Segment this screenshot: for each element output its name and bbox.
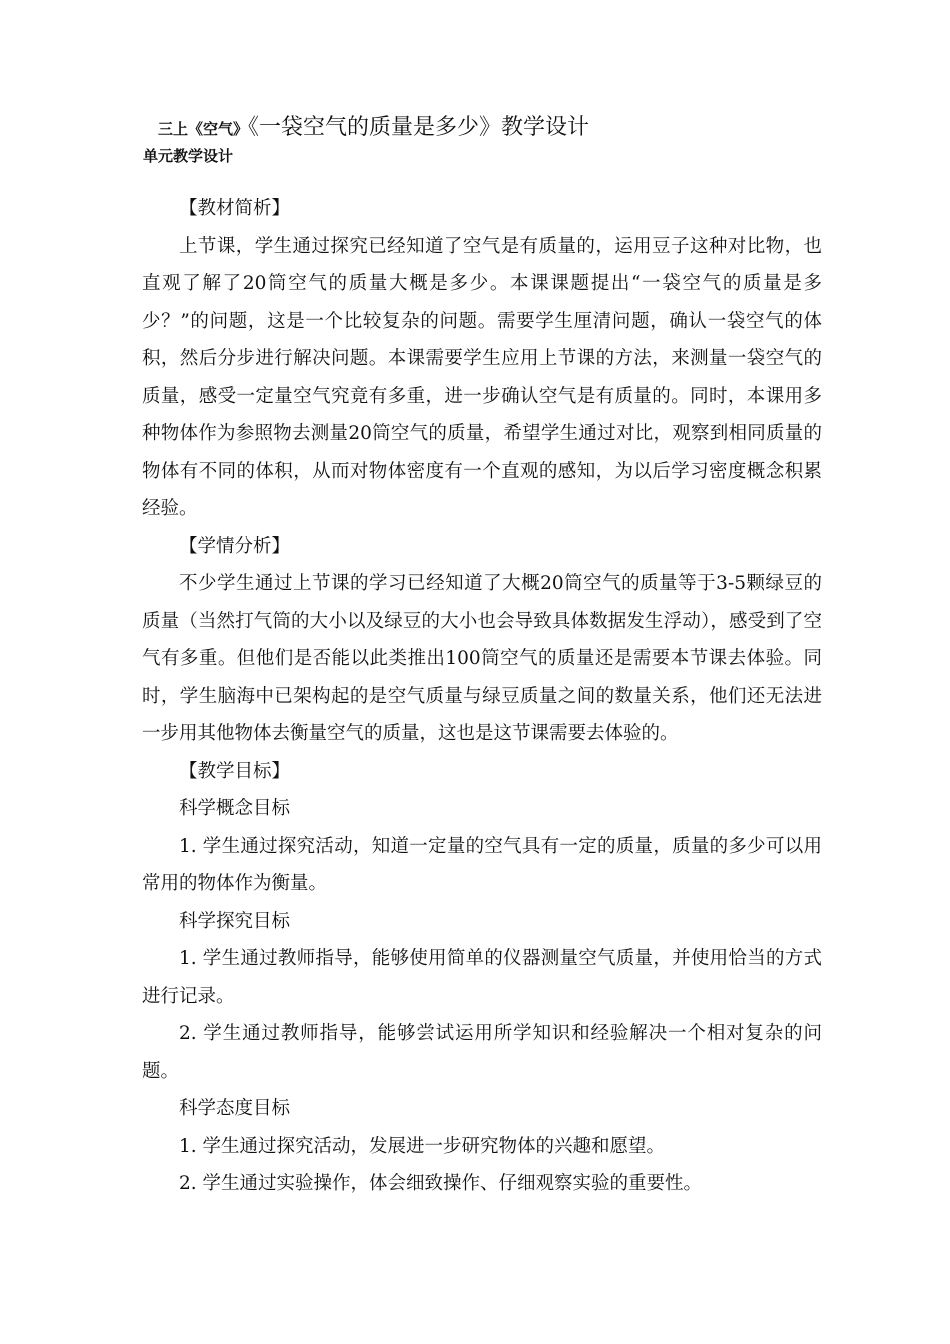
paragraph-students: 不少学生通过上节课的学习已经知道了大概20筒空气的质量等于3-5颗绿豆的质量（当然打气筒的大小以及绿豆的大小也会导致具体数据发生浮动），感受到了空气有多重。但他们是否能以此类推出100筒空气的质量还是需要本节课去体验。同时，学生脑海中已架构起的是空气质量与绿豆质量之间的数量关系，他们还无法进一步用其他物体去衡量空气的质量，这也是这节课需要去体验的。 <box>142 573 822 744</box>
subheading-inquiry: 科学探究目标 <box>179 910 291 932</box>
subheading-attitude: 科学态度目标 <box>179 1098 291 1119</box>
paragraph-textbook: 上节课，学生通过探究已经知道了空气是有质量的，运用豆子这种对比物，也直观了解了20筒空气的质量大概是多少。本课课题提出“一袋空气的质量是多少？”的问题，这是一个比较复杂的问题。需要学生厘清问题，确认一袋空气的体积，然后分步进行解决问题。本课需要学生应用上节课的方法，来测量一袋空气的质量，感受一定量空气究竟有多重，进一步确认空气是有质量的。同时，本课用多种物体作为参照物去测量20筒空气的质量，希望学生通过对比，观察到相同质量的物体有不同的体积，从而对物体密度有一个直观的感知，为以后学习密度概念积累经验。 <box>142 235 822 519</box>
title-prefix: 三上《空气》 <box>158 120 249 138</box>
document-body <box>142 190 822 1203</box>
goal-concept-1: 1. 学生通过探究活动，知道一定量的空气具有一定的质量，质量的多少可以用常用的物体作为衡量。 <box>142 835 822 894</box>
document-title <box>158 110 589 141</box>
section-heading-goals: 【教学目标】 <box>179 760 291 782</box>
section-heading-students: 【学情分析】 <box>179 535 291 557</box>
section-heading-textbook: 【教材简析】 <box>179 198 291 219</box>
goal-attitude-2: 2. 学生通过实验操作，体会细致操作、仔细观察实验的重要性。 <box>179 1173 703 1194</box>
goal-attitude-1: 1. 学生通过探究活动，发展进一步研究物体的兴趣和愿望。 <box>179 1135 666 1157</box>
goal-inquiry-2: 2. 学生通过教师指导，能够尝试运用所学知识和经验解决一个相对复杂的问题。 <box>142 1023 822 1082</box>
subheading-concept: 科学概念目标 <box>179 798 291 819</box>
title-main: 《一袋空气的质量是多少》教学设计 <box>248 115 590 140</box>
document-subtitle: 单元教学设计 <box>143 147 234 165</box>
goal-inquiry-1: 1. 学生通过教师指导，能够使用简单的仪器测量空气质量，并使用恰当的方式进行记录。 <box>142 948 822 1007</box>
